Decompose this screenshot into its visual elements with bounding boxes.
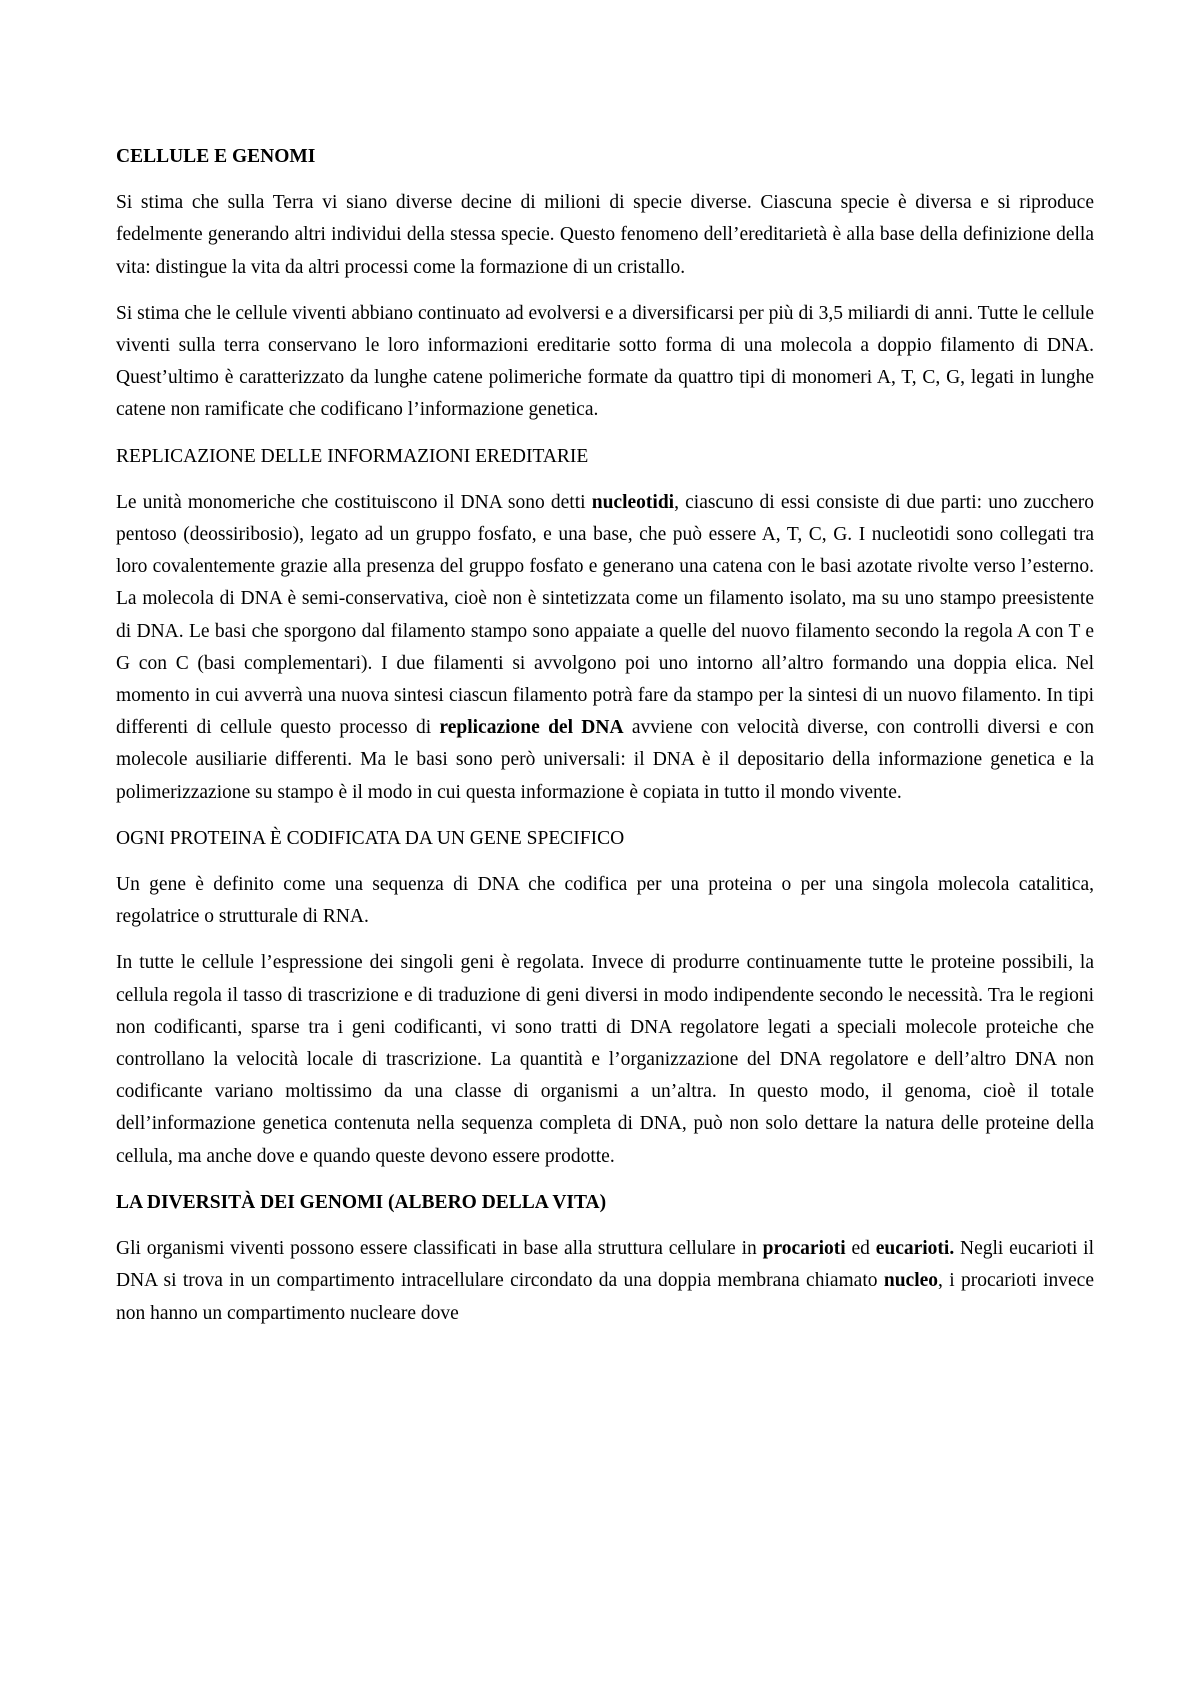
- paragraph: [116, 1233, 1094, 1330]
- paragraph: [116, 487, 1094, 809]
- section-heading-ogni-proteina: OGNI PROTEINA È CODIFICATA DA UN GENE SPECIFICO: [116, 827, 625, 849]
- text-run: Gli organismi viventi possono essere classificati in base alla struttura cellulare in: [116, 1238, 763, 1260]
- bold-term-nucleotidi: nucleotidi: [591, 491, 675, 513]
- section-heading-cellule-e-genomi: CELLULE E GENOMI: [116, 146, 316, 167]
- document-body: [116, 141, 1094, 1344]
- paragraph: Si stima che sulla Terra vi siano diverse decine di milioni di specie diverse. Ciascuna specie è diversa e si riproduce fedelmente generando altri individui della stessa specie. Questo fenomeno dell’ereditarietà è alla base della definizione della vita: distingue la vita da altri processi come la formazione di un cristallo.: [116, 192, 1094, 278]
- section-heading-replicazione: REPLICAZIONE DELLE INFORMAZIONI EREDITARIE: [116, 445, 589, 467]
- paragraph: Un gene è definito come una sequenza di DNA che codifica per una proteina o per una singola molecola catalitica, regolatrice o strutturale di RNA.: [116, 874, 1094, 928]
- bold-term-replicazione-del-dna: replicazione del DNA: [439, 717, 624, 739]
- text-run: Le unità monomeriche che costituiscono il DNA sono detti: [116, 491, 592, 513]
- text-run: , i procarioti invece non hanno un compartimento nucleare dove: [116, 1270, 1094, 1324]
- text-run: , ciascuno di essi consiste di due parti: uno zucchero pentoso (deossiribosio), legato ad un gruppo fosfato, e una base, che può essere A, T, C, G. I nucleotidi sono collegati tra loro covalentemente grazie alla presenza del gruppo fosfato e generano una catena con le basi azotate rivolte verso l’esterno. La molecola di DNA è semi-conservativa, cioè non è sintetizzata come un filamento isolato, ma su uno stampo preesistente di DNA. Le basi che sporgono dal filamento stampo sono appaiate a quelle del nuovo filamento secondo la regola A con T e G con C (basi complementari). I due filamenti si avvolgono poi uno intorno all’altro formando una doppia elica. Nel momento in cui avverrà una nuova sintesi ciascun filamento potrà fare da stampo per la sintesi di un nuovo filamento. In tipi differenti di cellule questo processo di: [116, 491, 1094, 739]
- paragraph: Si stima che le cellule viventi abbiano continuato ad evolversi e a diversificarsi per più di 3,5 miliardi di anni. Tutte le cellule viventi sulla terra conservano le loro informazioni ereditarie sotto forma di una molecola a doppio filamento di DNA. Quest’ultimo è caratterizzato da lunghe catene polimeriche formate da quattro tipi di monomeri A, T, C, G, legati in lunghe catene non ramificate che codificano l’informazione genetica.: [116, 302, 1094, 421]
- text-run: Negli eucarioti il DNA si trova in un compartimento intracellulare circondato da una doppia membrana chiamato: [116, 1238, 1095, 1292]
- text-run: ed: [845, 1238, 876, 1260]
- text-run: avviene con velocità diverse, con controlli diversi e con molecole ausiliarie differenti. Ma le basi sono però universali: il DNA è il depositario della informazione genetica e la polimerizzazione su stampo è il modo in cui questa informazione è copiata in tutto il mondo vivente.: [116, 717, 1095, 803]
- bold-term-procarioti: procarioti: [762, 1238, 846, 1260]
- section-heading-diversita-dei-genomi: LA DIVERSITÀ DEI GENOMI (ALBERO DELLA VITA): [116, 1191, 607, 1213]
- bold-term-nucleo: nucleo: [883, 1270, 939, 1292]
- bold-term-eucarioti: eucarioti.: [875, 1238, 955, 1260]
- paragraph: In tutte le cellule l’espressione dei singoli geni è regolata. Invece di produrre continuamente tutte le proteine possibili, la cellula regola il tasso di trascrizione e di traduzione di geni diversi in modo indipendente secondo le necessità. Tra le regioni non codificanti, sparse tra i geni codificanti, vi sono tratti di DNA regolatore legati a speciali molecole proteiche che controllano la velocità locale di trascrizione. La quantità e l’organizzazione del DNA regolatore e dell’altro DNA non codificante variano moltissimo da una classe di organismi a un’altra. In questo modo, il genoma, cioè il totale dell’informazione genetica contenuta nella sequenza completa di DNA, può non solo dettare la natura delle proteine della cellula, ma anche dove e quando queste devono essere prodotte.: [116, 952, 1094, 1167]
